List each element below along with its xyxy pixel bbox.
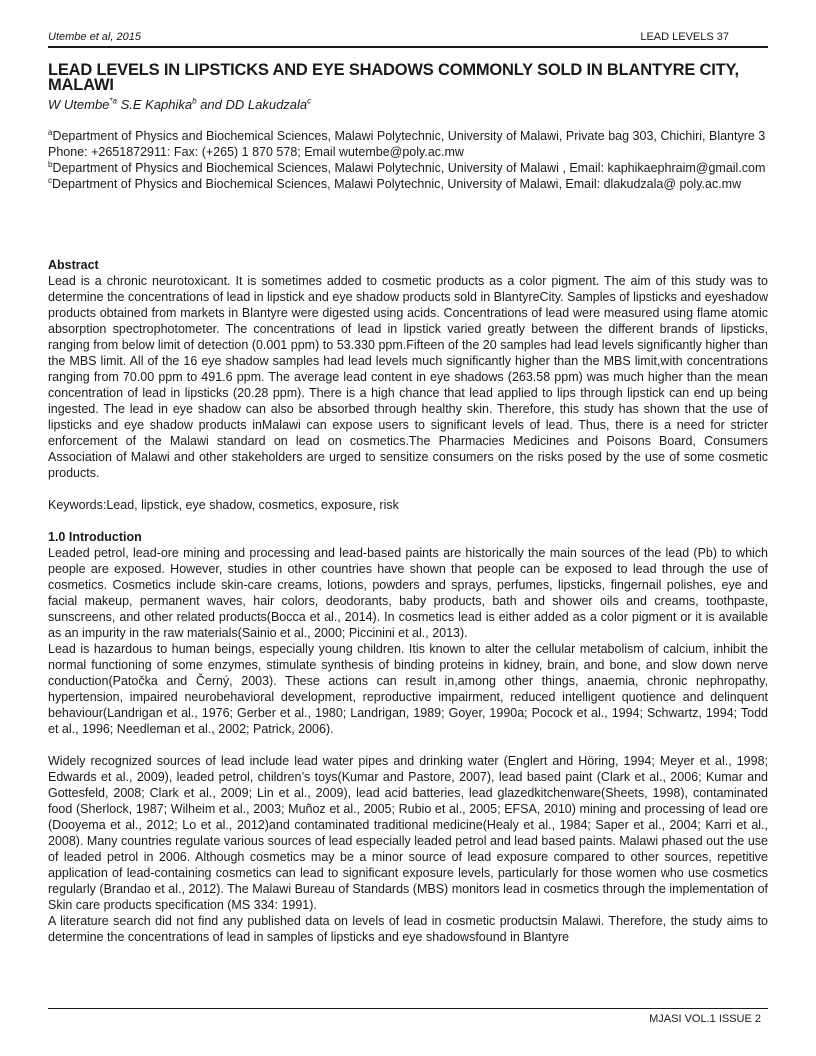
author-1-mark: *a [109,96,117,106]
article-title: LEAD LEVELS IN LIPSTICKS AND EYE SHADOWS COMMONLY SOLD IN BLANTYRE CITY, MALAWI [48,61,739,94]
affiliation-b-mark: b [48,159,53,169]
spacer [48,737,768,753]
affiliation-a-mark: a [48,127,53,137]
abstract-text: Lead is a chronic neurotoxicant. It is sometimes added to cosmetic products as a color pigment. The aim of this study was to determine the concentrations of lead in lipstick and eye shadow products sold in BlantyreCity. Samples of lipsticks and eyeshadow products obtained from markets in Blantyre were digested using acids. Concentrations of lead were measured using flame atomic absorption spectrophotometer. The concentrations of lead in lipstick varied greatly between the different brands of lipsticks, ranging from below limit of detection (0.001 ppm) to 53.330 ppm.Fifteen of the 20 samples had lead levels significantly higher than the MBS limit. All of the 16 eye shadow samples had lead levels much significantly higher than the MBS limit,with concentrations ranging from 70.00 ppm to 491.6 ppm. The average lead content in eye shadows (263.58 ppm) was much higher than the mean concentration of lead in lipsticks (20.28 ppm). There is a high chance that lead applied to lips through lipstick can end up being ingested. The lead in eye shadow can also be absorbed through healthy skin. Therefore, this study has shown that the use of lipsticks and eye shadow products inMalawi can expose users to significant levels of lead. Thus, there is a need for stricter enforcement of the Malawi standard on lead on cosmetics.The Pharmacies Medicines and Poisons Board, Consumers Association of Malawi and other stakeholders are urged to sensitize consumers on the risks posed by the use of some cosmetic products. [48,274,768,480]
author-3: and DD Lakudzala [196,97,308,112]
author-1: W Utembe [48,97,110,112]
affiliations [48,128,768,192]
spacer [48,481,768,497]
header-rule [48,46,768,48]
spacer [48,513,768,529]
journal-footer: MJASI VOL.1 ISSUE 2 [649,1013,761,1025]
affiliation-c-mark: c [48,175,52,185]
affiliation-c-text: Department of Physics and Biochemical Sciences, Malawi Polytechnic, University of Malawi, Email: dlakudzala@ poly.ac.mw [52,177,742,191]
intro-paragraph-4: A literature search did not find any published data on levels of lead in cosmetic productsin Malawi. Therefore, the study aims to determine the concentrations of lead in samples of lipsticks and eye shadowsfound in Blantyre [48,914,768,944]
author-2: S.E Kaphika [116,97,193,112]
intro-paragraph-2: Lead is hazardous to human beings, especially young children. Itis known to alter the cellular metabolism of calcium, inhibit the normal functioning of some enzymes, stimulate synthesis of binding proteins in kidney, brain, and bone, and slow down nerve conduction(Patočka and Černý, 2003). These actions can result in,among other things, anaemia, chronic nephropathy, hypertension, impaired neurobehavioral development, reproductive impairment, reduced intelligent quotience and delinquent behaviour(Landrigan et al., 1976; Gerber et al., 1980; Landrigan, 1989; Goyer, 1990a; Pocock et al., 1994; Schwartz, 1994; Todd et al., 1996; Needleman et al., 2002; Patrick, 2006). [48,642,768,736]
affiliation-b-text: Department of Physics and Biochemical Sciences, Malawi Polytechnic, University of Malawi , Email: kaphikaephraim@gmail.com [52,161,766,175]
keywords: Keywords:Lead, lipstick, eye shadow, cosmetics, exposure, risk [48,498,399,512]
article-body [48,257,768,945]
intro-paragraph-3: Widely recognized sources of lead include lead water pipes and drinking water (Englert and Höring, 1994; Meyer et al., 1998; Edwards et al., 2009), leaded petrol, children’s toys(Kumar and Pastore, 2007), lead based paint (Clark et al., 2006; Kumar and Gottesfeld, 2008; Clark et al., 2009; Lin et al., 2009), lead acid batteries, lead glazedkitchenware(Sheets, 1998), contaminated food (Sherlock, 1987; Wilheim et al., 2003; Muñoz et al., 2005; Rubio et al., 2005; EFSA, 2010) mining and processing of lead ore (Dooyema et al., 2012; Lo et al., 2012)and contaminated traditional medicine(Healy et al., 1984; Saper et al., 2004; Karri et al., 2008). Many countries regulate various sources of lead especially leaded petrol and lead based paints. Malawi phased out the use of leaded petrol in 2006. Although cosmetics may be a minor source of lead exposure compared to other sources, repetitive application of lead-containing cosmetics can lead to significant exposure levels, particularly for those women who use cosmetics regularly (Brandao et al., 2012). The Malawi Bureau of Standards (MBS) monitors lead in cosmetics through the implementation of Skin care products specification (MS 334: 1991). [48,754,768,912]
running-head-authors: Utembe et al, 2015 [48,31,141,43]
footer-rule [48,1008,768,1009]
affiliation-a [48,128,768,144]
affiliation-b [48,160,768,176]
author-line [48,97,311,112]
affiliation-c [48,176,768,192]
introduction-heading: 1.0 Introduction [48,530,142,544]
author-3-mark: c [307,96,312,106]
intro-paragraph-1: Leaded petrol, lead-ore mining and processing and lead-based paints are historically the main sources of the lead (Pb) to which people are exposed. However, studies in other countries have shown that people can be exposed to lead through the use of cosmetics. Cosmetics include skin-care creams, lotions, powders and sprays, perfumes, lipsticks, fingernail polishes, eye and facial makeup, permanent waves, hair colors, deodorants, baby products, bath and shower oils and creams, toothpaste, sunscreens, and other related products(Bocca et al., 2014). In cosmetics lead is either added as a color pigment or it is available as an impurity in the raw materials(Sainio et al., 2000; Piccinini et al., 2013). [48,546,768,640]
author-2-mark: b [192,96,197,106]
paper-page [48,0,768,1056]
affiliation-a-text: Department of Physics and Biochemical Sciences, Malawi Polytechnic, University of Malawi, Private bag 303, Chichiri, Blantyre 3 [52,129,766,143]
running-head-page: LEAD LEVELS 37 [640,31,729,43]
contact-line: Phone: +2651872911: Fax: (+265) 1 870 578; Email wutembe@poly.ac.mw [48,145,464,159]
abstract-heading: Abstract [48,258,99,272]
